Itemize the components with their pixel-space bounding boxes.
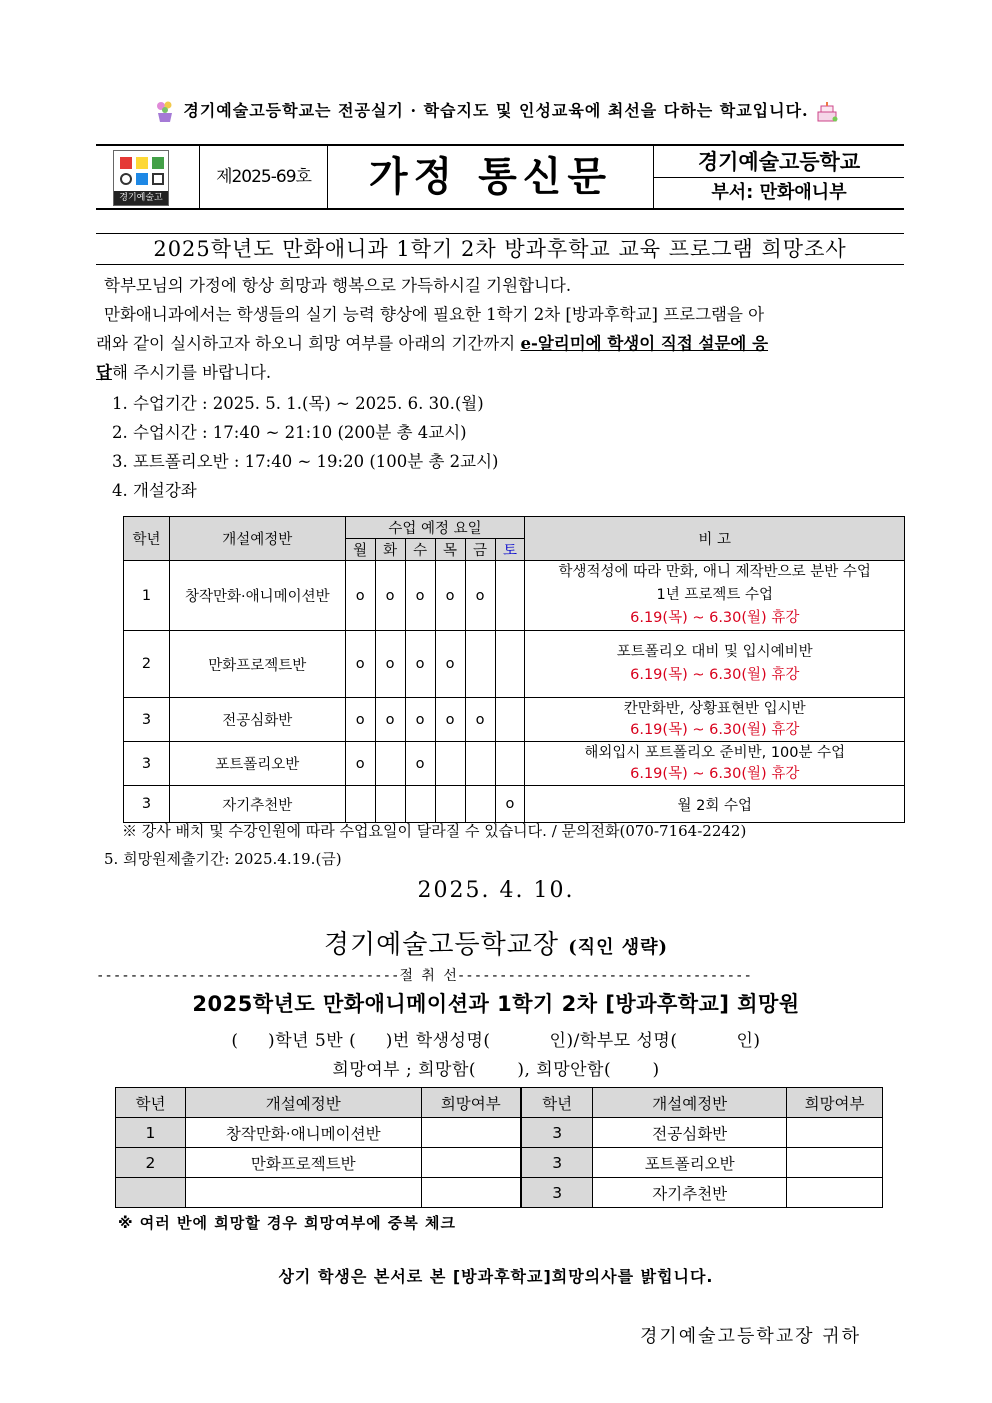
school-slogan <box>0 98 992 123</box>
department: 부서: 만화애니부 <box>711 182 847 203</box>
header-wish: 희망여부 <box>421 1088 521 1118</box>
day-header: 화 <box>375 539 405 561</box>
principal-line <box>0 924 992 961</box>
cell-class: 창작만화·애니메이션반 <box>169 561 345 631</box>
header-class: 개설예정반 <box>169 517 345 561</box>
table-row <box>116 1118 883 1148</box>
cell-mark <box>345 786 375 823</box>
cell-mark <box>375 742 405 786</box>
table-row <box>124 631 905 698</box>
letter-header <box>96 144 904 210</box>
cell-mark <box>495 631 525 698</box>
cell-mark <box>495 742 525 786</box>
cell-mark: o <box>465 698 495 742</box>
cell-mark <box>495 698 525 742</box>
day-header: 수 <box>405 539 435 561</box>
info-item: 2. 수업시간 : 17:40 ~ 21:10 (200분 총 4교시) <box>112 423 467 442</box>
cell-mark: o <box>495 786 525 823</box>
cell-mark: o <box>375 561 405 631</box>
cell-grade: 2 <box>116 1148 186 1178</box>
table-row <box>116 1178 883 1208</box>
remark-text: 학생적성에 따라 만화, 애니 제작반으로 분반 수업 <box>558 564 871 580</box>
cell-mark <box>465 742 495 786</box>
schedule-note: ※ 강사 배치 및 수강인원에 따라 수업요일이 달라질 수 있습니다. / 문의전화(070-7164-2242) <box>122 822 747 840</box>
cell-class: 포트폴리오반 <box>593 1148 787 1178</box>
schedule-table <box>123 516 905 823</box>
cell-class: 자기추천반 <box>169 786 345 823</box>
document-number: 제2025-69호 <box>200 146 328 208</box>
remark-text: 포트폴리오 대비 및 입시예비반 <box>616 644 813 660</box>
body-line-3 <box>96 358 904 387</box>
body-line-2-text: 래와 같이 실시하고자 하오니 희망 여부를 아래의 기간까지 <box>96 334 521 353</box>
header-days: 수업 예정 요일 <box>345 517 525 539</box>
application-note: ※ 여러 반에 희망할 경우 희망여부에 중복 체크 <box>118 1214 456 1232</box>
cell-grade: 3 <box>124 698 170 742</box>
body-line-1: 만화애니과에서는 학생들의 실기 능력 향상에 필요한 1학기 2차 [방과후학교] 프로그램을 아 <box>104 305 765 324</box>
header-wish: 희망여부 <box>787 1088 883 1118</box>
deadline: 5. 희망원제출기간: 2025.4.19.(금) <box>104 850 342 868</box>
day-header: 금 <box>465 539 495 561</box>
body-line-3-text: 해 주시기를 바랍니다. <box>111 363 272 382</box>
flower-pot-icon <box>153 101 177 123</box>
cell-grade <box>116 1178 186 1208</box>
body-line-2-emphasis: e-알리미에 학생이 직접 설문에 응 <box>520 334 769 353</box>
cell-empty <box>421 1178 521 1208</box>
header-grade: 학년 <box>124 517 170 561</box>
cell-remarks <box>525 561 905 631</box>
cell-mark: o <box>345 631 375 698</box>
cell-mark: o <box>465 561 495 631</box>
table-row <box>116 1148 883 1178</box>
wish-checkbox[interactable] <box>421 1148 521 1178</box>
cell-grade: 3 <box>124 786 170 823</box>
wish-line: 희망여부 ; 희망함( ), 희망안함( ) <box>332 1060 660 1080</box>
cell-mark: o <box>345 698 375 742</box>
header-class: 개설예정반 <box>593 1088 787 1118</box>
cell-grade: 3 <box>521 1148 593 1178</box>
header-grade: 학년 <box>116 1088 186 1118</box>
slogan-text: 경기예술고등학교는 전공실기 · 학습지도 및 인성교육에 최선을 다하는 학교입니다. <box>183 101 809 120</box>
cell-mark: o <box>435 631 465 698</box>
cut-line: ------------------------------------절 취 선----------------------------------- <box>96 968 752 984</box>
cell-mark <box>465 631 495 698</box>
table-row <box>124 561 905 631</box>
greeting: 학부모님의 가정에 항상 희망과 행복으로 가득하시길 기원합니다. <box>104 276 572 295</box>
cell-class: 만화프로젝트반 <box>185 1148 421 1178</box>
table-row <box>124 742 905 786</box>
cell-grade: 3 <box>521 1178 593 1208</box>
holiday-text: 6.19(목) ~ 6.30(월) 휴강 <box>630 610 800 626</box>
header-grade: 학년 <box>521 1088 593 1118</box>
cell-mark: o <box>435 561 465 631</box>
confirmation-text: 상기 학생은 본서로 본 [방과후학교]희망의사를 밝힙니다. <box>278 1267 714 1286</box>
day-header: 월 <box>345 539 375 561</box>
wish-checkbox[interactable] <box>421 1118 521 1148</box>
cell-mark: o <box>345 742 375 786</box>
school-name: 경기예술고등학교 <box>654 146 904 178</box>
cell-mark: o <box>435 698 465 742</box>
holiday-text: 6.19(목) ~ 6.30(월) 휴강 <box>630 765 800 782</box>
cell-mark: o <box>375 698 405 742</box>
addressee: 경기예술고등학교장 귀하 <box>640 1326 861 1347</box>
application-title: 2025학년도 만화애니메이션과 1학기 2차 [방과후학교] 희망원 <box>192 992 800 1016</box>
cell-mark: o <box>405 561 435 631</box>
cell-mark: o <box>405 742 435 786</box>
school-logo <box>96 146 200 208</box>
cell-grade: 2 <box>124 631 170 698</box>
cell-class: 창작만화·애니메이션반 <box>185 1118 421 1148</box>
cell-class <box>185 1178 421 1208</box>
document-title: 가정 통신문 <box>328 146 654 208</box>
cell-mark <box>495 561 525 631</box>
remark-text: 칸만화반, 상황표현반 입시반 <box>623 700 806 717</box>
cell-mark: o <box>405 698 435 742</box>
cell-grade: 1 <box>124 561 170 631</box>
holiday-text: 6.19(목) ~ 6.30(월) 휴강 <box>630 721 800 738</box>
cut-label: 절 취 선 <box>399 968 457 984</box>
cell-mark: o <box>375 631 405 698</box>
logo-caption: 경기예술고 <box>114 191 168 205</box>
cell-mark <box>405 786 435 823</box>
remark-text: 해외입시 포트폴리오 준비반, 100분 수업 <box>584 744 846 761</box>
holiday-text: 6.19(목) ~ 6.30(월) 휴강 <box>630 667 800 683</box>
cell-mark: o <box>345 561 375 631</box>
cell-mark <box>375 786 405 823</box>
cell-grade: 3 <box>521 1118 593 1148</box>
cell-remarks <box>525 742 905 786</box>
body-line-2 <box>96 329 904 358</box>
cell-class: 자기추천반 <box>593 1178 787 1208</box>
table-row <box>124 786 905 823</box>
cell-grade: 1 <box>116 1118 186 1148</box>
cell-class: 만화프로젝트반 <box>169 631 345 698</box>
cell-mark <box>465 786 495 823</box>
body-line-3-emphasis: 답 <box>96 363 112 382</box>
wish-checkbox[interactable] <box>787 1118 883 1148</box>
cell-class: 전공심화반 <box>169 698 345 742</box>
info-item: 4. 개설강좌 <box>112 481 197 500</box>
header-class: 개설예정반 <box>185 1088 421 1118</box>
issue-date: 2025. 4. 10. <box>417 878 575 903</box>
student-info-line: ( )학년 5반 ( )번 학생성명( 인)/학부모 성명( 인) <box>231 1031 761 1051</box>
info-item: 1. 수업기간 : 2025. 5. 1.(목) ~ 2025. 6. 30.(월) <box>112 394 484 413</box>
info-item: 3. 포트폴리오반 : 17:40 ~ 19:20 (100분 총 2교시) <box>112 452 499 471</box>
cell-mark <box>435 786 465 823</box>
cell-class: 포트폴리오반 <box>169 742 345 786</box>
wish-checkbox[interactable] <box>787 1178 883 1208</box>
survey-title: 2025학년도 만화애니과 1학기 2차 방과후학교 교육 프로그램 희망조사 <box>96 233 904 265</box>
day-header: 토 <box>495 539 525 561</box>
principal-title: 경기예술고등학교장 <box>323 930 559 960</box>
cell-remarks <box>525 631 905 698</box>
cell-class: 전공심화반 <box>593 1118 787 1148</box>
day-header: 목 <box>435 539 465 561</box>
seal-omitted: (직인 생략) <box>568 937 669 958</box>
application-table <box>115 1087 883 1208</box>
remark-text: 1년 프로젝트 수업 <box>656 587 773 603</box>
cell-mark: o <box>405 631 435 698</box>
cell-remarks <box>525 698 905 742</box>
cake-icon <box>815 101 839 123</box>
header-remarks: 비 고 <box>525 517 905 561</box>
cell-remarks: 월 2회 수업 <box>525 786 905 823</box>
wish-checkbox[interactable] <box>787 1148 883 1178</box>
cell-mark <box>435 742 465 786</box>
cell-grade: 3 <box>124 742 170 786</box>
table-row <box>124 698 905 742</box>
